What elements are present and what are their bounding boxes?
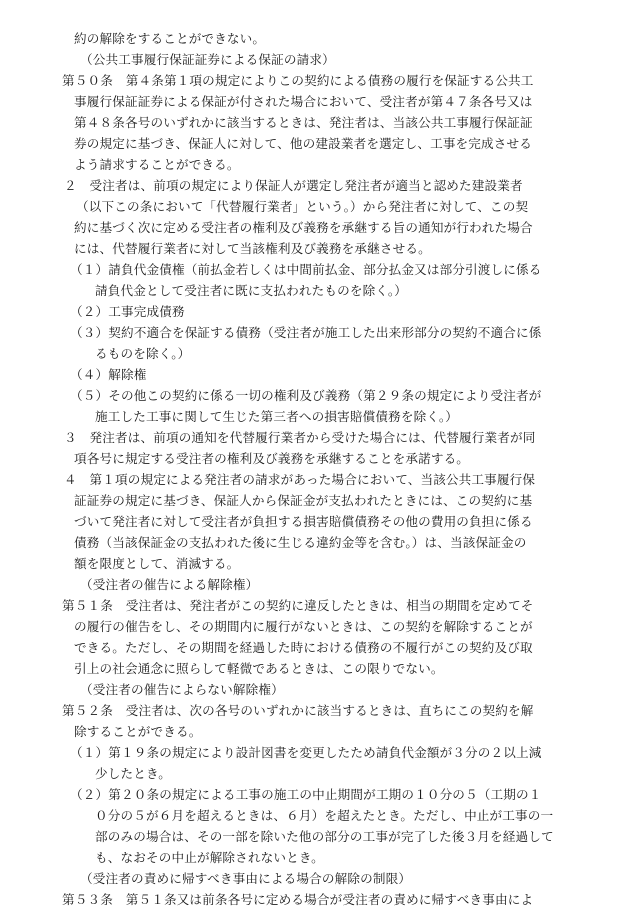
- article-50-paragraph-4: [0, 469, 630, 574]
- article-51: [0, 595, 630, 679]
- text-line: ３ 発注者は、前項の通知を代替履行業者から受けた場合には、代替履行業者が同: [64, 430, 536, 445]
- text-line: 券の規定に基づき、保証人に対して、他の建設業者を選定し、工事を完成させる: [74, 136, 533, 151]
- text-line: 第５０条 第４条第１項の規定によりこの契約による債務の履行を保証する公共工: [62, 73, 534, 88]
- text-line: るものを除く。）: [95, 346, 191, 361]
- text-line: 引上の社会通念に照らして軽微であるときは、この限りでない。: [74, 661, 444, 676]
- text-line: の履行の催告をし、その期間内に履行がないときは、この契約を解除することが: [74, 619, 533, 634]
- text-line: 第４８条各号のいずれかに該当するときは、発注者は、当該公共工事履行保証証: [74, 115, 533, 130]
- text-line: （２）工事完成債務: [70, 304, 185, 319]
- text-line: 除することができる。: [74, 724, 202, 739]
- article-caption: [0, 868, 630, 889]
- text-line: （受注者の催告による解除権）: [80, 577, 259, 592]
- document-page: [0, 28, 630, 910]
- text-line: 額を限度として、消滅する。: [74, 556, 240, 571]
- article-50-paragraph-3: [0, 427, 630, 469]
- text-line: （２）第２０条の規定による工事の施工の中止期間が工期の１０分の５（工期の１: [70, 787, 542, 802]
- text-line: も、なおその中止が解除されないとき。: [95, 850, 324, 865]
- text-line: できる。ただし、その期間を経過した時における債務の不履行がこの契約及び取: [74, 640, 533, 655]
- text-line: ０分の５が６月を超えるときは、６月）を超えたとき。ただし、中止が工事の一: [95, 808, 554, 823]
- text-line: 請負代金として受注者に既に支払われたものを除く。）: [95, 283, 408, 298]
- article-53: [0, 889, 630, 910]
- list-item-2: [0, 784, 630, 868]
- text-line: づいて発注者に対して受注者が負担する損害賠償債務その他の費用の負担に係る: [74, 514, 533, 529]
- article-50: [0, 70, 630, 175]
- list-item-5: [0, 385, 630, 427]
- text-line: （公共工事履行保証証券による保証の請求）: [80, 52, 335, 67]
- text-line: （３）契約不適合を保証する債務（受注者が施工した出来形部分の契約不適合に係: [70, 325, 542, 340]
- list-item-1: [0, 259, 630, 301]
- text-line: 少したとき。: [95, 766, 171, 781]
- text-line: 第５３条 第５１条又は前条各号に定める場合が受注者の責めに帰すべき事由によ: [62, 892, 534, 907]
- text-line: 第５１条 受注者は、発注者がこの契約に違反したときは、相当の期間を定めてそ: [62, 598, 534, 613]
- article-caption: [0, 574, 630, 595]
- list-item-4: [0, 364, 630, 385]
- text-line: 項各号に規定する受注者の権利及び義務を承継することを承諾する。: [74, 451, 470, 466]
- text-line: （以下この条において「代替履行業者」という。）から発注者に対して、この契: [76, 199, 529, 214]
- text-line: （１）第１９条の規定により設計図書を変更したため請負代金額が３分の２以上減: [70, 745, 542, 760]
- text-line: 約の解除をすることができない。: [74, 31, 266, 46]
- text-line: 債務（当該保証金の支払われた後に生じる違約金等を含む。）は、当該保証金の: [74, 535, 527, 550]
- article-caption: [0, 49, 630, 70]
- paragraph-continuation: [0, 28, 630, 49]
- text-line: には、代替履行業者に対して当該権利及び義務を承継させる。: [74, 241, 431, 256]
- list-item-3: [0, 322, 630, 364]
- text-line: 部のみの場合は、その一部を除いた他の部分の工事が完了した後３月を経過して: [95, 829, 554, 844]
- article-caption: [0, 679, 630, 700]
- text-line: 証証券の規定に基づき、保証人から保証金が支払われたときには、この契約に基: [74, 493, 533, 508]
- text-line: （５）その他この契約に係る一切の権利及び義務（第２９条の規定により受注者が: [70, 388, 542, 403]
- text-line: （受注者の責めに帰すべき事由による場合の解除の制限）: [80, 871, 412, 886]
- text-line: 施工した工事に関して生じた第三者への損害賠償債務を除く。）: [95, 409, 459, 424]
- list-item-1: [0, 742, 630, 784]
- article-50-paragraph-2: [0, 175, 630, 259]
- text-line: 事履行保証証券による保証が付された場合において、受注者が第４７条各号又は: [74, 94, 533, 109]
- text-line: ２ 受注者は、前項の規定により保証人が選定し発注者が適当と認めた建設業者: [64, 178, 523, 193]
- list-item-2: [0, 301, 630, 322]
- article-52: [0, 700, 630, 742]
- text-line: ４ 第１項の規定による発注者の請求があった場合において、当該公共工事履行保: [64, 472, 536, 487]
- text-line: 第５２条 受注者は、次の各号のいずれかに該当するときは、直ちにこの契約を解: [62, 703, 534, 718]
- text-line: よう請求することができる。: [74, 157, 240, 172]
- text-line: 約に基づく次に定める受注者の権利及び義務を承継する旨の通知が行われた場合: [74, 220, 533, 235]
- text-line: （１）請負代金債権（前払金若しくは中間前払金、部分払金又は部分引渡しに係る: [70, 262, 542, 277]
- text-line: （受注者の催告によらない解除権）: [80, 682, 284, 697]
- text-line: （４）解除権: [70, 367, 147, 382]
